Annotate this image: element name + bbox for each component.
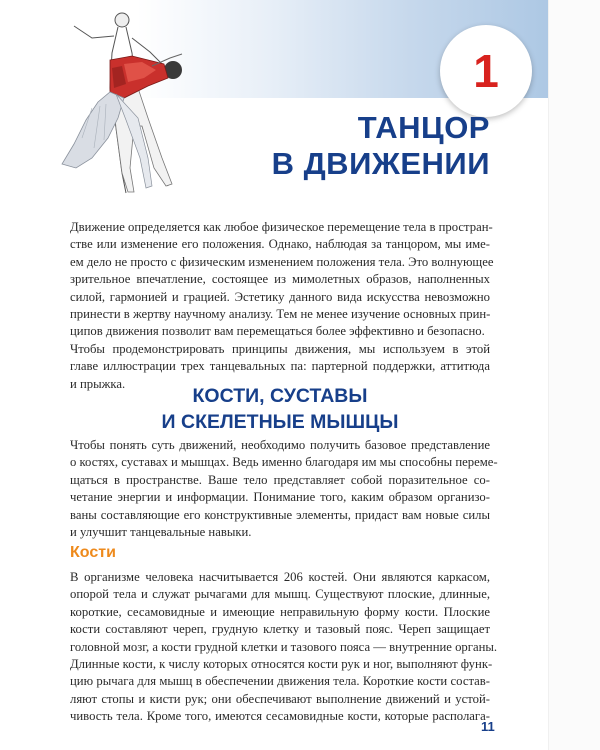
text-line: Чтобы продемонстрировать принципы движения, мы используем в этой <box>70 341 490 356</box>
chapter-title-line: ТАНЦОР <box>357 110 490 145</box>
text-line: Длинные кости, к числу которых относятся кости рук и ног, выполняют функ- <box>70 657 493 672</box>
text-line: опорой тела и служат рычагами для мышц. Существуют плоские, длинные, <box>70 587 490 602</box>
chapter-number: 1 <box>473 45 499 97</box>
text-line: и улучшит танцевальные навыки. <box>70 525 252 540</box>
text-line: стве или изменение его положения. Однако, наблюдая за танцором, мы име- <box>70 237 490 252</box>
intro-paragraph <box>70 219 494 393</box>
text-line: принести в жертву научному анализу. Тем не менее изучение основных прин- <box>70 307 491 322</box>
text-line: о костях, суставах и мышцах. Ведь именно благодаря им мы способны переме- <box>70 455 498 470</box>
subsection-heading: Кости <box>70 544 116 561</box>
text-line: кости составляют череп, грудную клетку и тазовый пояс. Череп защищает <box>70 622 490 637</box>
section-heading-line: И СКЕЛЕТНЫЕ МЫШЦЫ <box>161 411 399 433</box>
text-line: главе иллюстрации трех танцевальных па: партерной поддержки, аттитюда <box>70 359 490 374</box>
page-number: 11 <box>481 719 495 734</box>
text-line: цию рычага для мышц в обеспечении движения тела. Короткие кости состав- <box>70 674 490 689</box>
subsection-paragraph <box>70 569 498 726</box>
text-line: короткие, сесамовидные и имеющие неправильную форму кости. Плоские <box>70 604 490 619</box>
chapter-title <box>250 110 490 182</box>
text-line: Движение определяется как любое физическое перемещение тела в прострaн- <box>70 220 493 234</box>
section-heading-line: КОСТИ, СУСТАВЫ <box>192 385 368 407</box>
text-line: четание энергии и информации. Понимание того, каким образом организо- <box>70 490 490 505</box>
section-heading <box>70 383 490 435</box>
chapter-number-badge <box>440 25 532 117</box>
section-paragraph <box>70 437 498 541</box>
text-line: В организме человека насчитывается 206 костей. Они являются каркасом, <box>70 570 490 584</box>
dancers-anatomy-illustration <box>52 8 192 198</box>
page-edge <box>548 0 600 750</box>
text-line: силой, гармонией и грацией. Эстетику данного вида искусства невозможно <box>70 289 490 304</box>
chapter-title-line: В ДВИЖЕНИИ <box>271 146 490 181</box>
text-line: ем дело не просто с физическим изменением положения тела. Это волнующее <box>70 254 494 269</box>
text-line: щаться в пространстве. Ваше тело представляет собой поразительное со- <box>70 472 490 487</box>
text-line: и прыжка. <box>70 376 126 391</box>
text-line: ваны составляющие его конструктивные элементы, придаст вам новые силы <box>70 507 490 522</box>
text-line: головной мозг, а кости грудной клетки и тазового пояса — внутренние органы. <box>70 639 498 654</box>
text-line: зрительное впечатление, состоящее из мимолетных образов, наполненных <box>70 272 490 287</box>
text-line: чивость тела. Кроме того, имеются сесамовидные кости, которые располага- <box>70 709 490 724</box>
text-line: ляют стопы и кисти рук; они обеспечивают выполнение движений и устой- <box>70 691 490 706</box>
text-line: ципов движения позволит вам перемещаться более эффективно и безопасно. <box>70 324 485 339</box>
text-line: Чтобы понять суть движений, необходимо получить базовое представление <box>70 438 490 452</box>
